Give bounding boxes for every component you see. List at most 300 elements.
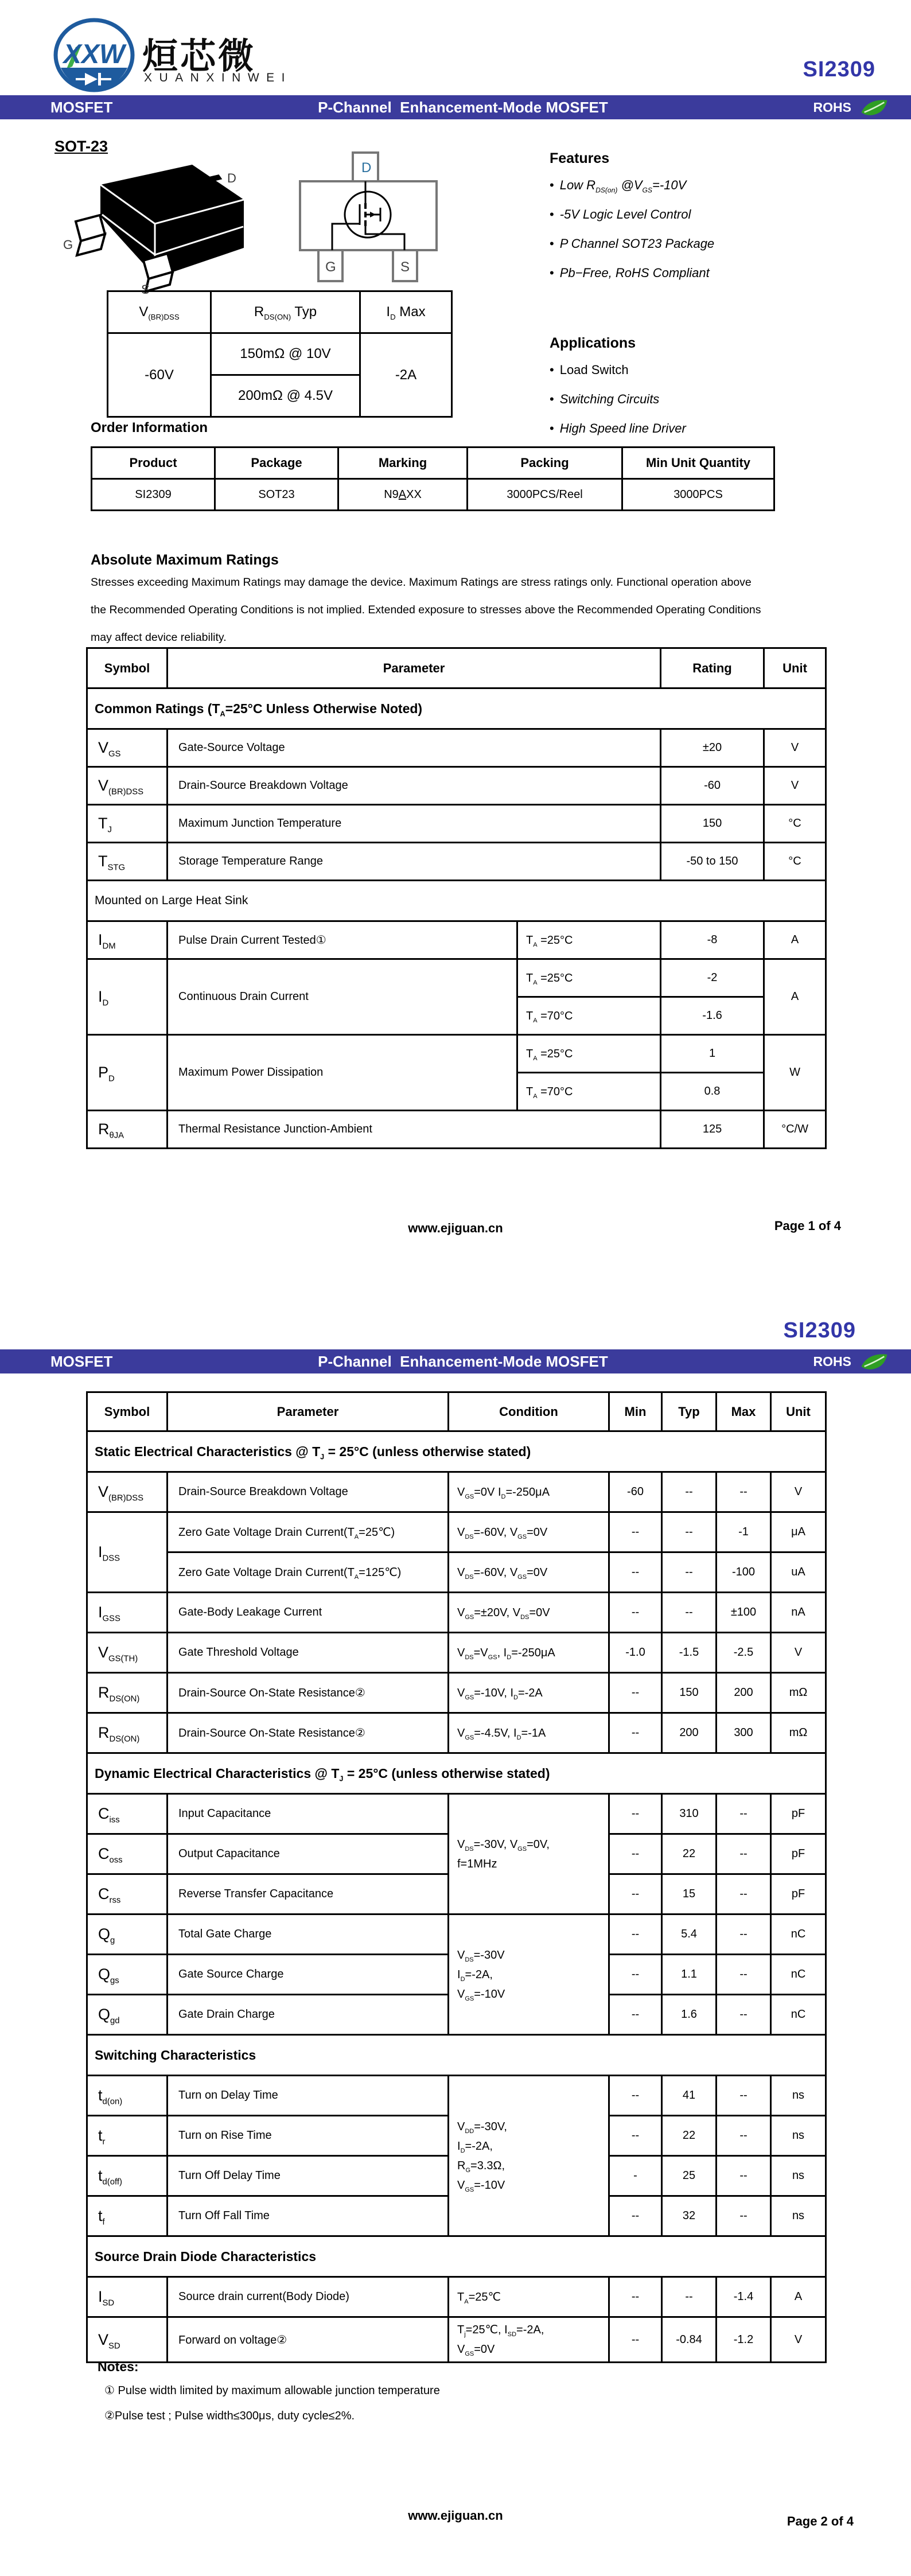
text-seg: GS [465, 2186, 474, 2193]
text-seg: Parameter [277, 1404, 339, 1419]
table-cell [87, 1593, 168, 1633]
list-item-text [560, 419, 686, 438]
text-seg: mΩ [789, 1726, 808, 1739]
column-header [215, 448, 338, 479]
text-seg: T [98, 815, 108, 832]
table-cell [662, 1794, 717, 1834]
column-header [108, 291, 211, 333]
text-seg: Symbol [104, 660, 150, 675]
table-cell [87, 729, 168, 767]
table-cell [168, 959, 517, 1035]
table-cell [609, 2116, 662, 2156]
text-seg: -2.5 [733, 1646, 754, 1659]
text-seg: -- [631, 1606, 640, 1618]
text-seg: -2 [707, 971, 718, 984]
text-seg: V [457, 1526, 465, 1539]
text-seg: Maximum Power Dissipation [178, 1066, 324, 1079]
table-cell [449, 2277, 609, 2317]
table-cell [662, 1593, 717, 1633]
text-seg: D [516, 1734, 521, 1741]
sch-pin-d-label: D [361, 160, 372, 176]
text-seg: I [98, 931, 103, 948]
text-seg: -1 [738, 1526, 749, 1538]
table-cell [717, 1915, 771, 1955]
text-seg: Zero Gate Voltage Drain Current(T [178, 1566, 355, 1579]
table-cell [717, 1673, 771, 1713]
text-seg: =-30V, [474, 2120, 507, 2133]
text-seg: =-2A, [465, 2139, 493, 2153]
text-seg: D [507, 1653, 512, 1661]
text-seg: GS [465, 1734, 474, 1741]
table-row [108, 333, 452, 375]
text-seg: -- [685, 1606, 693, 1618]
text-seg: -- [631, 1807, 640, 1820]
abs-max-title: Absolute Maximum Ratings [91, 552, 279, 568]
text-seg: 200 [679, 1726, 699, 1739]
table-cell [662, 1915, 717, 1955]
text-seg: A [794, 2290, 803, 2303]
table-cell [771, 1955, 826, 1995]
table-row [87, 1673, 826, 1713]
text-seg: N9 [384, 488, 399, 501]
table-row [87, 1512, 826, 1552]
text-seg: -- [631, 2089, 640, 2102]
electrical-characteristics-table [86, 1391, 825, 2363]
table-cell [449, 1633, 609, 1673]
text-seg: =25°C [537, 1047, 573, 1060]
table-cell [87, 1111, 168, 1149]
text-seg: -- [739, 1807, 748, 1820]
list-item-text [560, 205, 691, 224]
data-table [91, 446, 775, 511]
text-seg: V [457, 1838, 465, 1851]
text-seg: =-30V, V [473, 1838, 518, 1851]
table-cell [662, 2196, 717, 2236]
text-seg: A [354, 1534, 359, 1540]
text-seg: Symbol [104, 1404, 150, 1419]
list-item-text [560, 234, 714, 254]
text-seg: I [98, 1604, 103, 1621]
table-cell [168, 1955, 449, 1995]
table-cell [338, 479, 468, 511]
list-item [550, 205, 871, 224]
table-cell [717, 1552, 771, 1593]
table-cell [717, 2156, 771, 2196]
text-seg: P Channel SOT23 Package [559, 236, 715, 251]
sot23-package-icon [57, 162, 255, 297]
text-seg: (BR)DSS [108, 1493, 144, 1503]
pkg-pin-d-label: D [227, 171, 236, 185]
text-seg: @V [617, 178, 643, 192]
text-seg: f=1MHz [457, 1857, 497, 1870]
text-seg: -- [739, 2129, 748, 2142]
text-seg: t [98, 2207, 103, 2224]
text-seg: -- [631, 2209, 640, 2222]
table-cell [717, 2196, 771, 2236]
text-seg: (BR)DSS [108, 787, 144, 797]
table-header-row [87, 648, 826, 688]
text-seg: Condition [499, 1404, 558, 1419]
table-row [87, 729, 826, 767]
abs-max-desc-line: Stresses exceeding Maximum Ratings may damage the device. Maximum Ratings are stress ratings only. Functional operation above [91, 576, 752, 589]
text-seg: A [791, 933, 799, 946]
table-cell [87, 921, 168, 959]
text-seg: V [98, 1644, 109, 1661]
text-seg: SD [507, 2331, 517, 2338]
text-seg: R [98, 1724, 110, 1741]
table-cell [609, 1633, 662, 1673]
section-header-cell [87, 881, 826, 921]
table-cell [662, 1673, 717, 1713]
table-cell [168, 2076, 449, 2116]
section-header-cell [87, 2236, 826, 2277]
text-seg: Drain-Source On-State Resistance② [178, 1687, 365, 1699]
table-cell [609, 1955, 662, 1995]
table-cell [168, 2196, 449, 2236]
table-cell [449, 2317, 609, 2363]
table-cell [662, 1995, 717, 2035]
text-seg: DSS [102, 1554, 120, 1563]
table-cell [662, 2317, 717, 2363]
text-seg: -2A [395, 367, 417, 383]
list-item [550, 176, 871, 195]
text-seg: Typ [291, 304, 317, 320]
list-item [550, 419, 871, 438]
text-seg: SI2309 [135, 488, 172, 501]
text-seg: A [791, 990, 799, 1003]
text-seg: SOT23 [258, 488, 295, 501]
text-seg: =25°C [537, 971, 573, 985]
table-cell [168, 2277, 449, 2317]
table-cell [764, 767, 826, 805]
pkg-pin-s-label: S [141, 282, 150, 297]
text-seg: GS [465, 1613, 474, 1621]
table-cell [87, 1633, 168, 1673]
text-seg: 1 [708, 1047, 716, 1060]
column-header [622, 448, 774, 479]
text-seg: °C [788, 855, 801, 867]
table-row [87, 1035, 826, 1073]
table-cell [517, 997, 661, 1035]
section-header-cell [87, 1431, 826, 1472]
text-seg: GS [465, 2351, 474, 2357]
table-cell [360, 333, 452, 417]
text-seg: DS [465, 1573, 474, 1581]
text-seg: =-2A, [516, 2324, 544, 2336]
quick-ratings-table [107, 290, 451, 418]
text-seg: =0V [474, 2343, 495, 2356]
table-cell [449, 1673, 609, 1713]
text-seg: Packing [520, 456, 569, 470]
table-row [87, 2277, 826, 2317]
text-seg: J [320, 1453, 325, 1461]
table-cell [661, 1035, 764, 1073]
text-seg: gs [110, 1976, 119, 1986]
text-seg: =70°C [537, 1085, 573, 1098]
text-seg: T [457, 2324, 465, 2336]
table-cell [449, 1512, 609, 1552]
text-seg: GS [488, 1653, 497, 1661]
text-seg: = 25°C (unless otherwise stated) [343, 1765, 550, 1781]
table-cell [662, 1713, 717, 1753]
text-seg: =-2A, [465, 1968, 493, 1981]
table-row [87, 1915, 826, 1955]
abs-max-desc-line: the Recommended Operating Conditions is not implied. Extended exposure to stresses above the Recommended Operating Conditions [91, 604, 761, 616]
text-seg: -1.0 [625, 1646, 645, 1659]
text-seg: =-250μA [505, 1485, 550, 1499]
company-name-chinese: 烜芯微 [142, 37, 256, 76]
logo-mark-icon [50, 17, 138, 95]
features-list [550, 176, 871, 293]
text-seg: V [98, 1483, 109, 1500]
table-cell [168, 1874, 449, 1915]
text-seg: GS(TH) [108, 1654, 138, 1664]
table-cell [449, 1472, 609, 1512]
text-seg: R [98, 1120, 110, 1138]
text-seg: =3.3Ω, [470, 2159, 505, 2172]
text-seg: 22 [682, 2129, 696, 2142]
text-seg: -- [685, 1485, 693, 1498]
table-cell [87, 2156, 168, 2196]
text-seg: Low R [559, 178, 596, 192]
text-seg: I [98, 2288, 103, 2305]
table-cell [771, 1593, 826, 1633]
text-seg: I [457, 1968, 461, 1981]
text-seg: A [464, 2298, 469, 2305]
text-seg: 300 [734, 1726, 753, 1739]
text-seg: V [457, 1948, 465, 1962]
text-seg: GS [465, 1493, 474, 1500]
table-cell [771, 2156, 826, 2196]
text-seg: D [513, 1694, 518, 1701]
list-item-text [104, 2407, 355, 2425]
text-seg: V [457, 1686, 465, 1699]
column-header [609, 1392, 662, 1431]
text-seg: =125℃) [359, 1566, 402, 1579]
text-seg: f [102, 2217, 105, 2227]
table-row [87, 2035, 826, 2076]
table-row [87, 805, 826, 843]
bullet-icon: • [550, 207, 554, 221]
section-header-cell [87, 688, 826, 729]
table-cell [764, 1111, 826, 1149]
table-cell [771, 2116, 826, 2156]
text-seg: V [457, 1987, 465, 2001]
text-seg: D [102, 998, 109, 1008]
text-seg: DS(ON) [264, 312, 291, 321]
text-seg: GS [517, 1845, 527, 1853]
text-seg: 3000PCS/Reel [507, 488, 583, 501]
table-cell [87, 2317, 168, 2363]
text-seg: V [457, 2120, 465, 2133]
table-cell [764, 959, 826, 1035]
text-seg: T [526, 971, 534, 985]
text-seg: A [533, 1054, 538, 1062]
text-seg: Parameter [383, 660, 445, 675]
text-seg: T [526, 1009, 534, 1022]
table-header-row [108, 291, 452, 333]
table-cell [662, 2277, 717, 2317]
text-seg: -- [739, 2089, 748, 2102]
text-seg: V [139, 304, 149, 320]
text-seg: Forward on voltage② [178, 2333, 287, 2347]
text-seg: A [533, 941, 538, 948]
abs-max-desc-line: may affect device reliability. [91, 631, 227, 644]
text-seg: SD [108, 2341, 120, 2351]
table-row [87, 2317, 826, 2363]
text-seg: V [794, 1646, 803, 1659]
text-seg: =25℃) [359, 1526, 395, 1539]
table-cell [87, 1794, 168, 1834]
list-item-text [560, 176, 687, 195]
text-seg: 125 [702, 1123, 722, 1135]
table-cell [609, 1713, 662, 1753]
text-seg: Gate Threshold Voltage [178, 1646, 299, 1659]
footer-page-number: Page 1 of 4 [774, 1219, 841, 1233]
text-seg: °C [788, 817, 801, 830]
table-cell [662, 1512, 717, 1552]
text-seg: nC [791, 1928, 806, 1940]
table-cell [609, 2277, 662, 2317]
text-seg: ns [792, 2209, 805, 2222]
table-row [87, 1633, 826, 1673]
text-seg: pF [791, 1847, 805, 1860]
table-cell [661, 767, 764, 805]
table-cell [449, 1915, 609, 2035]
text-seg: -- [631, 2008, 640, 2021]
text-seg: Storage Temperature Range [178, 855, 324, 867]
table-cell [168, 767, 661, 805]
text-seg: GS [465, 1694, 474, 1701]
text-seg: DS [465, 1845, 474, 1853]
package-title: SOT-23 [54, 138, 108, 155]
section-header-cell [87, 1753, 826, 1794]
text-seg: Product [129, 456, 177, 470]
text-seg: -- [739, 2008, 748, 2021]
text-seg: A [533, 1092, 538, 1100]
column-header [87, 648, 168, 688]
rohs-label: ROHS [813, 1353, 851, 1369]
text-seg: D [460, 2147, 465, 2154]
text-seg: Unit [786, 1404, 811, 1419]
column-header [661, 648, 764, 688]
text-seg: GSS [102, 1614, 120, 1624]
text-seg: -- [631, 2129, 640, 2142]
table-cell [168, 1552, 449, 1593]
text-seg: Rating [692, 660, 732, 675]
table-cell [717, 1713, 771, 1753]
text-seg: θJA [109, 1131, 124, 1141]
table-cell [168, 843, 661, 881]
text-seg: Q [98, 1925, 111, 1943]
text-seg: Pulse Drain Current Tested① [178, 934, 326, 947]
bar-title: P-Channel Enhancement-Mode MOSFET [318, 98, 608, 116]
text-seg: Drain-Source On-State Resistance② [178, 1727, 365, 1740]
table-cell [87, 805, 168, 843]
table-cell [87, 2076, 168, 2116]
table-row [87, 1111, 826, 1149]
text-seg: -8 [707, 933, 718, 946]
table-cell [168, 1794, 449, 1834]
text-seg: =0V I [474, 1485, 501, 1499]
column-header [771, 1392, 826, 1431]
list-item-text [104, 2382, 440, 2399]
data-table [86, 1391, 827, 2363]
column-header [92, 448, 215, 479]
text-seg: Max [395, 304, 426, 320]
text-seg: Typ [678, 1404, 700, 1419]
text-seg: DS(on) [595, 186, 618, 194]
text-seg: - [633, 2169, 637, 2182]
text-seg: GS [465, 1995, 474, 2002]
table-cell [609, 1874, 662, 1915]
text-seg: I [98, 988, 103, 1005]
text-seg: °C/W [781, 1123, 808, 1135]
text-seg: T [526, 1047, 534, 1060]
table-cell [87, 1673, 168, 1713]
text-seg: DD [465, 2127, 474, 2135]
company-name-english: XUANXINWEI [144, 71, 293, 84]
text-seg: Input Capacitance [178, 1807, 271, 1820]
bar-device-type: MOSFET [50, 1352, 113, 1370]
table-cell [662, 1834, 717, 1874]
text-seg: D [390, 312, 396, 321]
text-seg: -60V [145, 367, 174, 383]
table-cell [661, 997, 764, 1035]
column-header [87, 1392, 168, 1431]
text-seg: V [794, 2333, 803, 2346]
column-header [338, 448, 468, 479]
text-seg: ±100 [730, 1606, 757, 1618]
text-seg: 1.6 [681, 2008, 697, 2021]
table-row [87, 921, 826, 959]
applications-list [550, 360, 871, 448]
text-seg: R [457, 2159, 466, 2172]
text-seg: -1.4 [733, 2290, 754, 2303]
bar-device-type: MOSFET [50, 98, 113, 116]
text-seg: -- [631, 1847, 640, 1860]
sch-pin-s-label: S [400, 259, 410, 275]
table-cell [662, 1472, 717, 1512]
table-cell [771, 2277, 826, 2317]
text-seg: Thermal Resistance Junction-Ambient [178, 1123, 372, 1135]
table-row [92, 479, 774, 511]
column-header [168, 648, 661, 688]
text-seg: Pb−Free, RoHS Compliant [559, 266, 710, 280]
data-table [107, 290, 453, 418]
text-seg: , I [497, 1646, 507, 1659]
text-seg: t [98, 2087, 103, 2104]
table-cell [662, 2076, 717, 2116]
table-cell [168, 1915, 449, 1955]
text-seg: Turn on Rise Time [178, 2129, 272, 2142]
text-seg: XX [406, 488, 422, 501]
text-seg: =0V [529, 1606, 550, 1619]
text-seg: 22 [682, 1847, 696, 1860]
features-title: Features [550, 150, 610, 166]
table-cell [609, 2196, 662, 2236]
text-seg: GS [108, 749, 121, 759]
column-header [662, 1392, 717, 1431]
text-seg: Q [98, 2006, 111, 2023]
text-seg: Common Ratings (T [95, 701, 220, 716]
table-row [87, 1472, 826, 1512]
table-cell [717, 1794, 771, 1834]
table-cell [771, 1713, 826, 1753]
table-cell [87, 1035, 168, 1111]
text-seg: SD [102, 2298, 115, 2308]
list-item-text [560, 263, 710, 283]
